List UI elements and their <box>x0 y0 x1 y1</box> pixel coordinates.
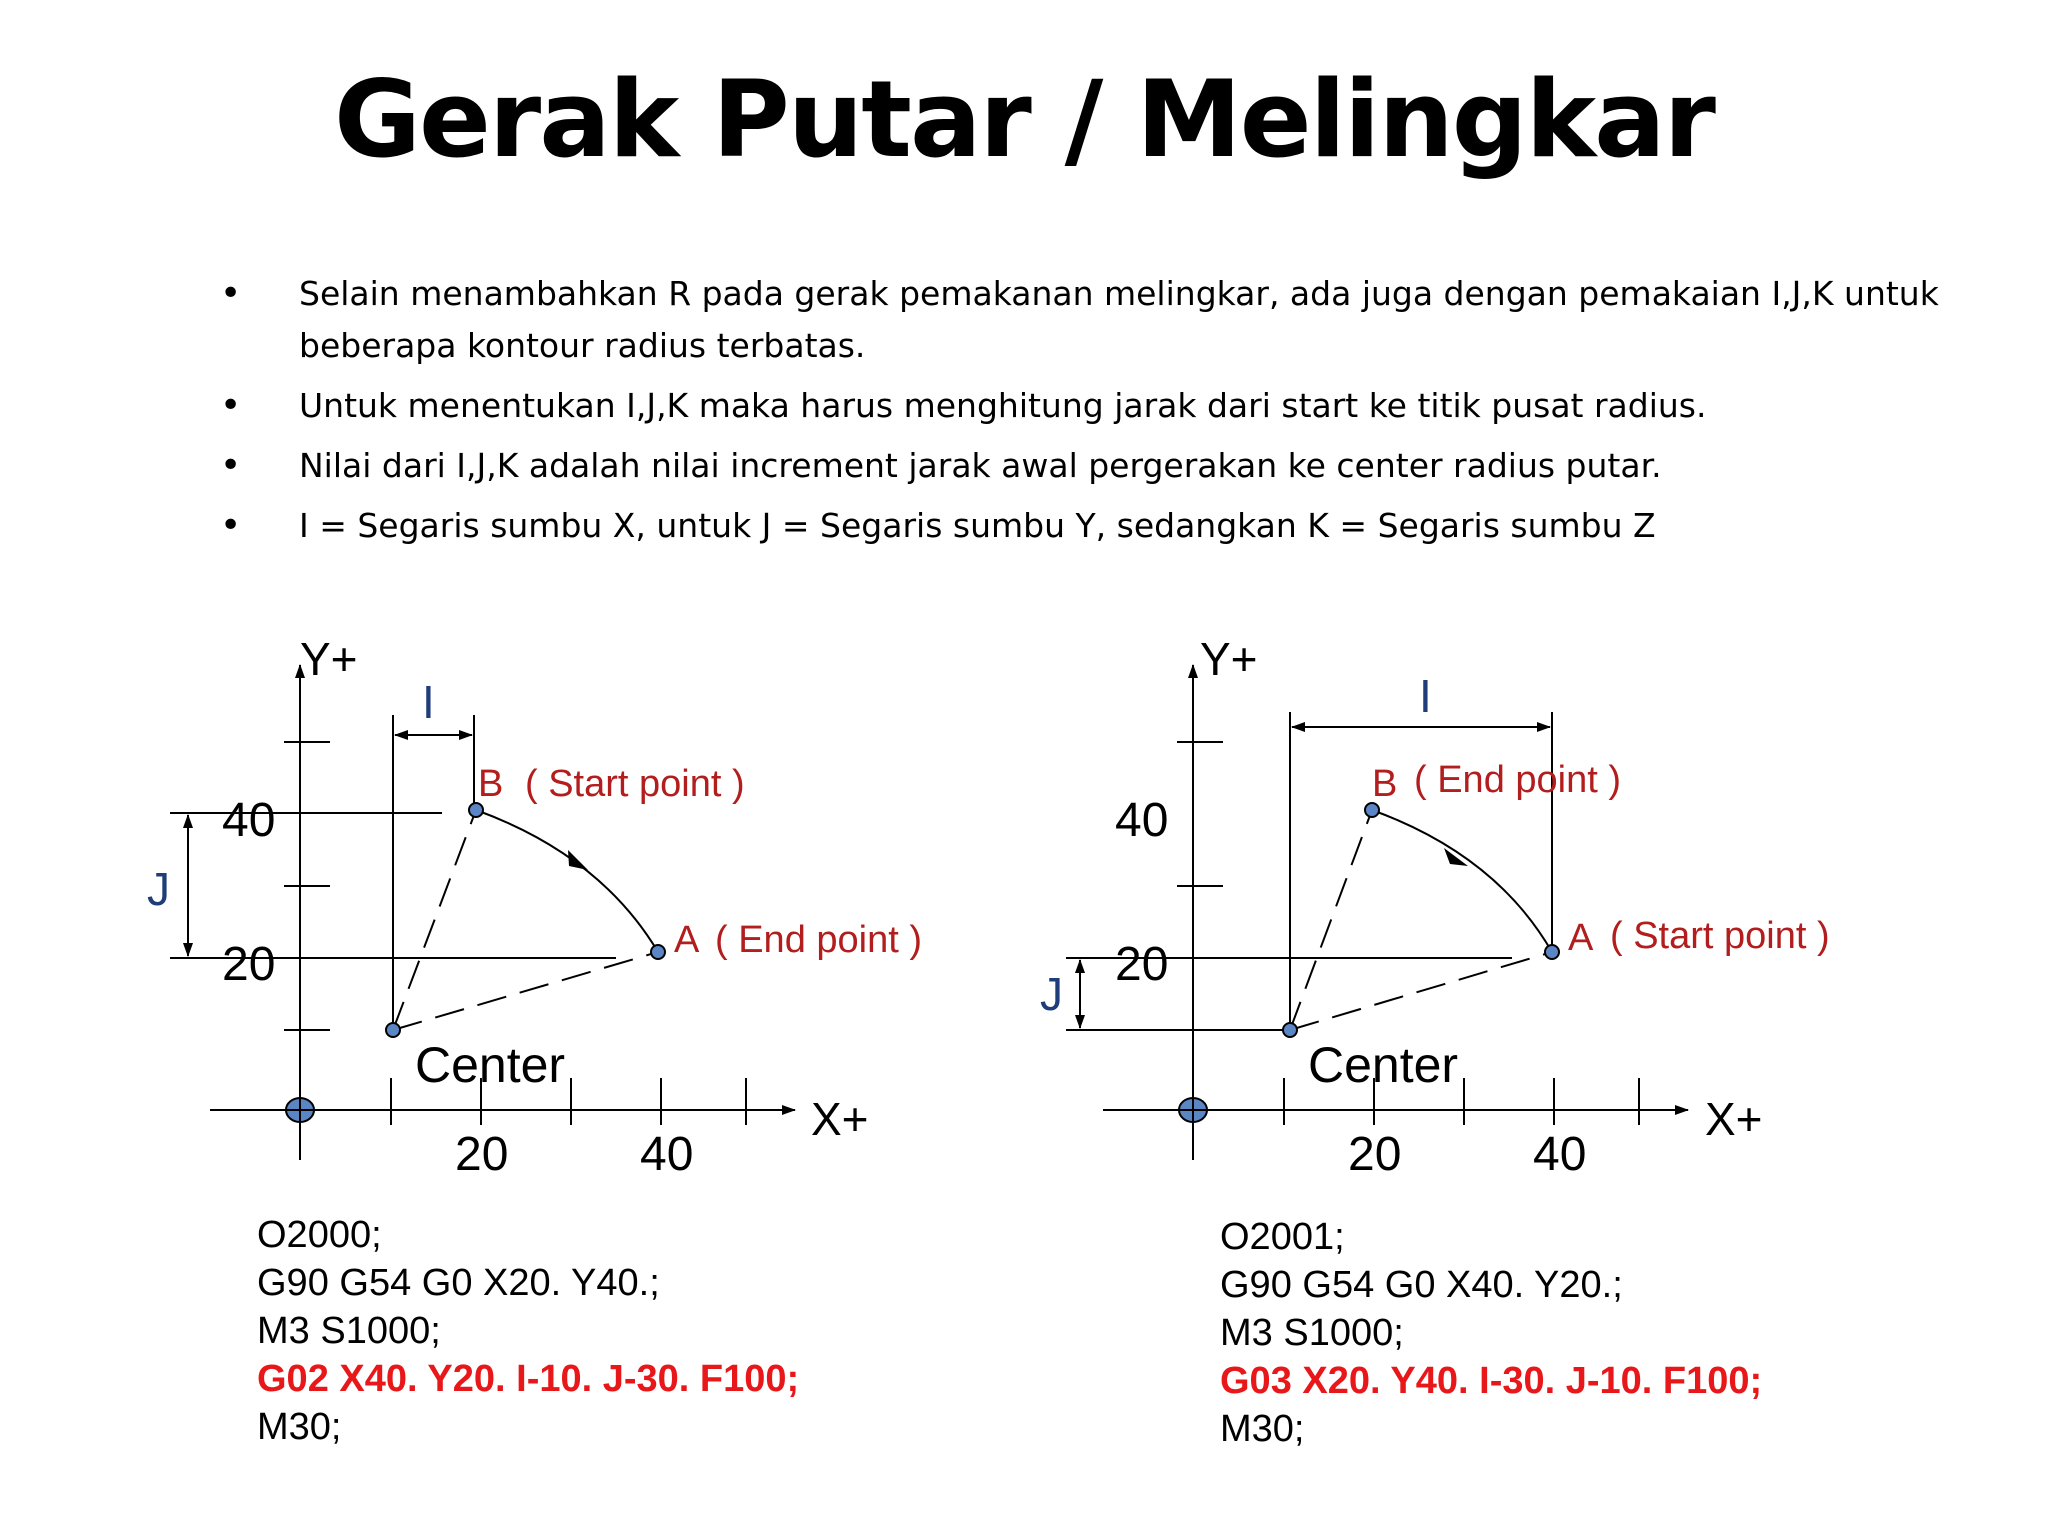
point-a <box>651 945 665 959</box>
center-point <box>1283 1023 1297 1037</box>
bullet-text: Untuk menentukan I,J,K maka harus menghitung jarak dari start ke titik pusat radius. <box>299 386 1707 425</box>
slide-title: Gerak Putar / Melingkar <box>334 58 1714 181</box>
point-a-label: A <box>1568 917 1594 959</box>
arc-path <box>476 810 658 952</box>
radius-line-b <box>393 810 476 1030</box>
bullet-dot: • <box>220 505 242 546</box>
code-line: O2000; <box>257 1214 382 1256</box>
left-diagram <box>147 633 922 1181</box>
y-tick-label-20: 20 <box>222 938 276 991</box>
radius-line-a <box>393 952 658 1030</box>
point-b-desc: ( Start point ) <box>525 763 745 805</box>
i-label: I <box>422 676 435 728</box>
point-b-label: B <box>1372 763 1398 805</box>
x-tick-label-20: 20 <box>455 1128 509 1181</box>
point-b <box>1365 803 1379 817</box>
point-a-desc: ( Start point ) <box>1610 915 1830 957</box>
point-a <box>1545 945 1559 959</box>
point-b-label: B <box>478 763 504 805</box>
code-line: M30; <box>1220 1408 1305 1450</box>
bullet-text: Nilai dari I,J,K adalah nilai increment jarak awal pergerakan ke center radius putar. <box>299 446 1662 485</box>
left-code-block <box>257 1211 799 1451</box>
bullet-text: Selain menambahkan R pada gerak pemakanan melingkar, ada juga dengan pemakaian I,J,K untuk beberapa kontour radius terbatas. <box>299 274 1939 365</box>
point-b-desc: ( End point ) <box>1414 759 1621 801</box>
code-line: G90 G54 G0 X40. Y20.; <box>1220 1264 1623 1306</box>
center-label: Center <box>1308 1037 1459 1093</box>
code-line: M3 S1000; <box>257 1310 441 1352</box>
y-axis-label: Y+ <box>300 633 358 685</box>
x-tick-label-40: 40 <box>640 1128 694 1181</box>
y-axis-label: Y+ <box>1200 633 1258 685</box>
right-diagram <box>1040 633 1830 1181</box>
point-a-desc: ( End point ) <box>715 919 922 961</box>
y-tick-label-40: 40 <box>1115 794 1169 847</box>
arc-path <box>1372 810 1552 952</box>
bullet-dot: • <box>220 273 242 314</box>
point-a-label: A <box>674 919 700 961</box>
radius-line-a <box>1290 952 1552 1030</box>
right-code-block <box>1220 1213 1762 1453</box>
code-line-highlight: G03 X20. Y40. I-30. J-10. F100; <box>1220 1360 1763 1402</box>
code-line: M30; <box>257 1406 342 1448</box>
j-label: J <box>147 863 170 915</box>
code-line: G90 G54 G0 X20. Y40.; <box>257 1262 660 1304</box>
x-tick-label-40: 40 <box>1533 1128 1587 1181</box>
center-point <box>386 1023 400 1037</box>
code-line: M3 S1000; <box>1220 1312 1404 1354</box>
code-line-highlight: G02 X40. Y20. I-10. J-30. F100; <box>257 1358 800 1400</box>
code-line: O2001; <box>1220 1216 1345 1258</box>
x-axis-label: X+ <box>1705 1093 1763 1145</box>
y-tick-label-40: 40 <box>222 794 276 847</box>
y-tick-label-20: 20 <box>1115 938 1169 991</box>
i-label: I <box>1419 670 1432 722</box>
center-label: Center <box>415 1037 566 1093</box>
bullet-dot: • <box>220 445 242 486</box>
x-tick-label-20: 20 <box>1348 1128 1402 1181</box>
point-b <box>469 803 483 817</box>
x-axis-label: X+ <box>811 1093 869 1145</box>
bullet-text: I = Segaris sumbu X, untuk J = Segaris sumbu Y, sedangkan K = Segaris sumbu Z <box>299 506 1656 545</box>
arc-direction-arrow <box>568 850 588 870</box>
j-label: J <box>1040 968 1063 1020</box>
radius-line-b <box>1290 810 1372 1030</box>
bullet-dot: • <box>220 385 242 426</box>
